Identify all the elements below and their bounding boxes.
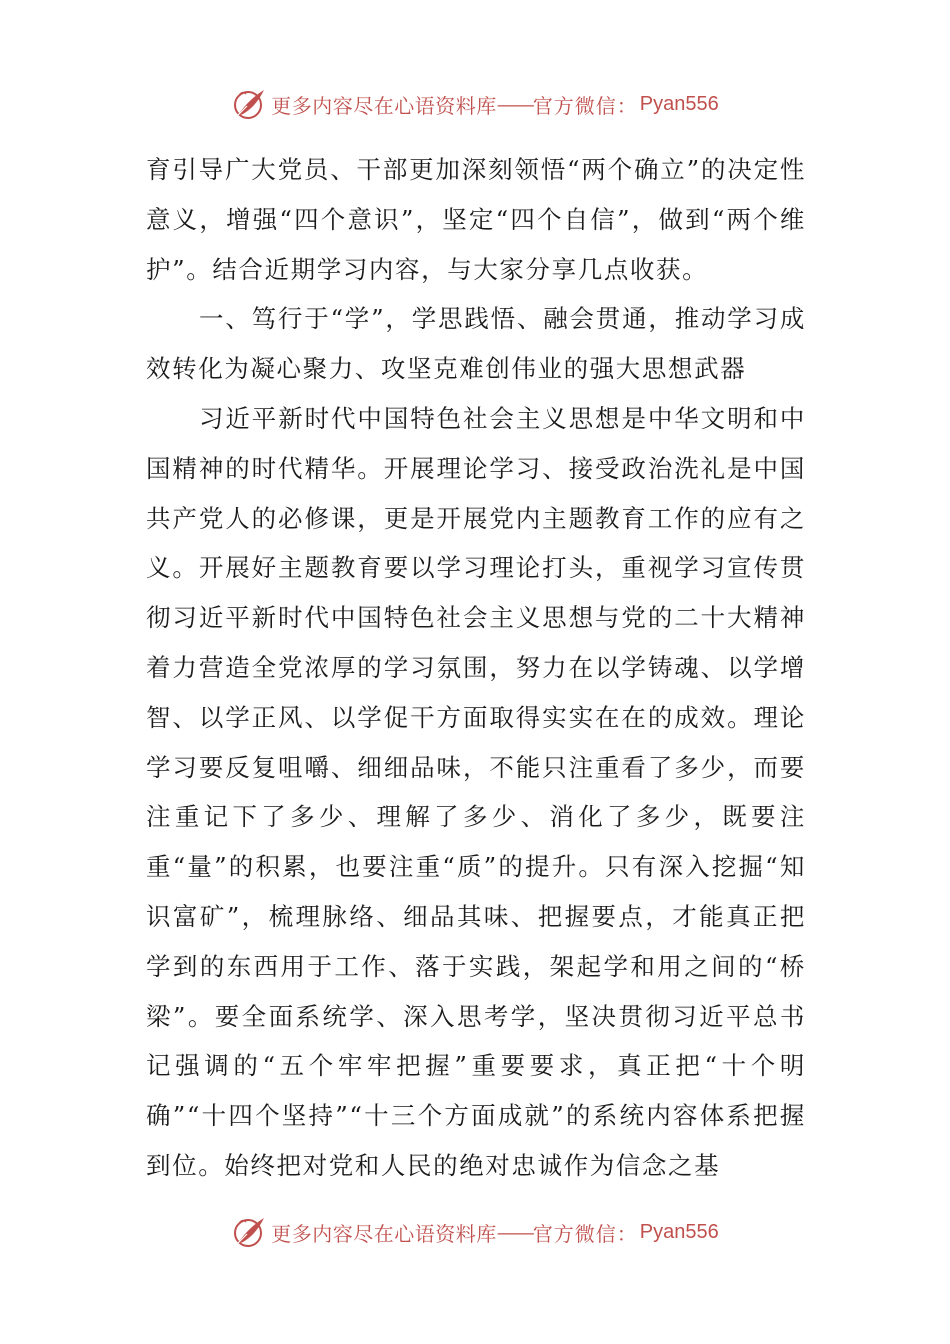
- banner-wechat-label: 官方微信：: [532, 1221, 638, 1246]
- section-heading-1: 一、笃行于“学”，学思践悟、融会贯通，推动学习成效转化为凝心聚力、攻坚克难创伟业的强大思想武器: [146, 304, 806, 384]
- banner-dash: ——: [496, 1220, 533, 1244]
- header-watermark-banner: [0, 84, 950, 124]
- quill-logo-icon: [231, 1214, 267, 1250]
- footer-watermark-banner: [0, 1212, 950, 1252]
- banner-dash: ——: [496, 92, 533, 116]
- quill-logo-icon: [231, 86, 267, 122]
- banner-main-text: 更多内容尽在心语资料库: [271, 1221, 497, 1246]
- paragraph-continuation: 育引导广大党员、干部更加深刻领悟“两个确立”的决定性意义，增强“四个意识”，坚定“四个自信”，做到“两个维护”。结合近期学习内容，与大家分享几点收获。: [146, 155, 806, 284]
- banner-wechat-id: Pyan556: [639, 1220, 719, 1243]
- paragraph-body: 习近平新时代中国特色社会主义思想是中华文明和中国精神的时代精华。开展理论学习、接受政治洗礼是中国共产党人的必修课，更是开展党内主题教育工作的应有之义。开展好主题教育要以学习理论打头，重视学习宣传贯彻习近平新时代中国特色社会主义思想与党的二十大精神着力营造全党浓厚的学习氛围，努力在以学铸魂、以学增智、以学正风、以学促干方面取得实实在在的成效。理论学习要反复咀嚼、细细品味，不能只注重看了多少，而要注重记下了多少、理解了多少、消化了多少，既要注重“量”的积累，也要注重“质”的提升。只有深入挖掘“知识富矿”，梳理脉络、细品其味、把握要点，才能真正把学到的东西用于工作、落于实践，架起学和用之间的“桥梁”。要全面系统学、深入思考学，坚决贯彻习近平总书记强调的“五个牢牢把握”重要要求，真正把“十个明确”“十四个坚持”“十三个方面成就”的系统内容体系把握到位。始终把对党和人民的绝对忠诚作为信念之基: [146, 403, 806, 1180]
- banner-main-text: 更多内容尽在心语资料库: [271, 93, 497, 118]
- banner-wechat-id: Pyan556: [639, 92, 719, 115]
- document-body: [146, 145, 806, 1191]
- banner-wechat-label: 官方微信：: [532, 93, 638, 118]
